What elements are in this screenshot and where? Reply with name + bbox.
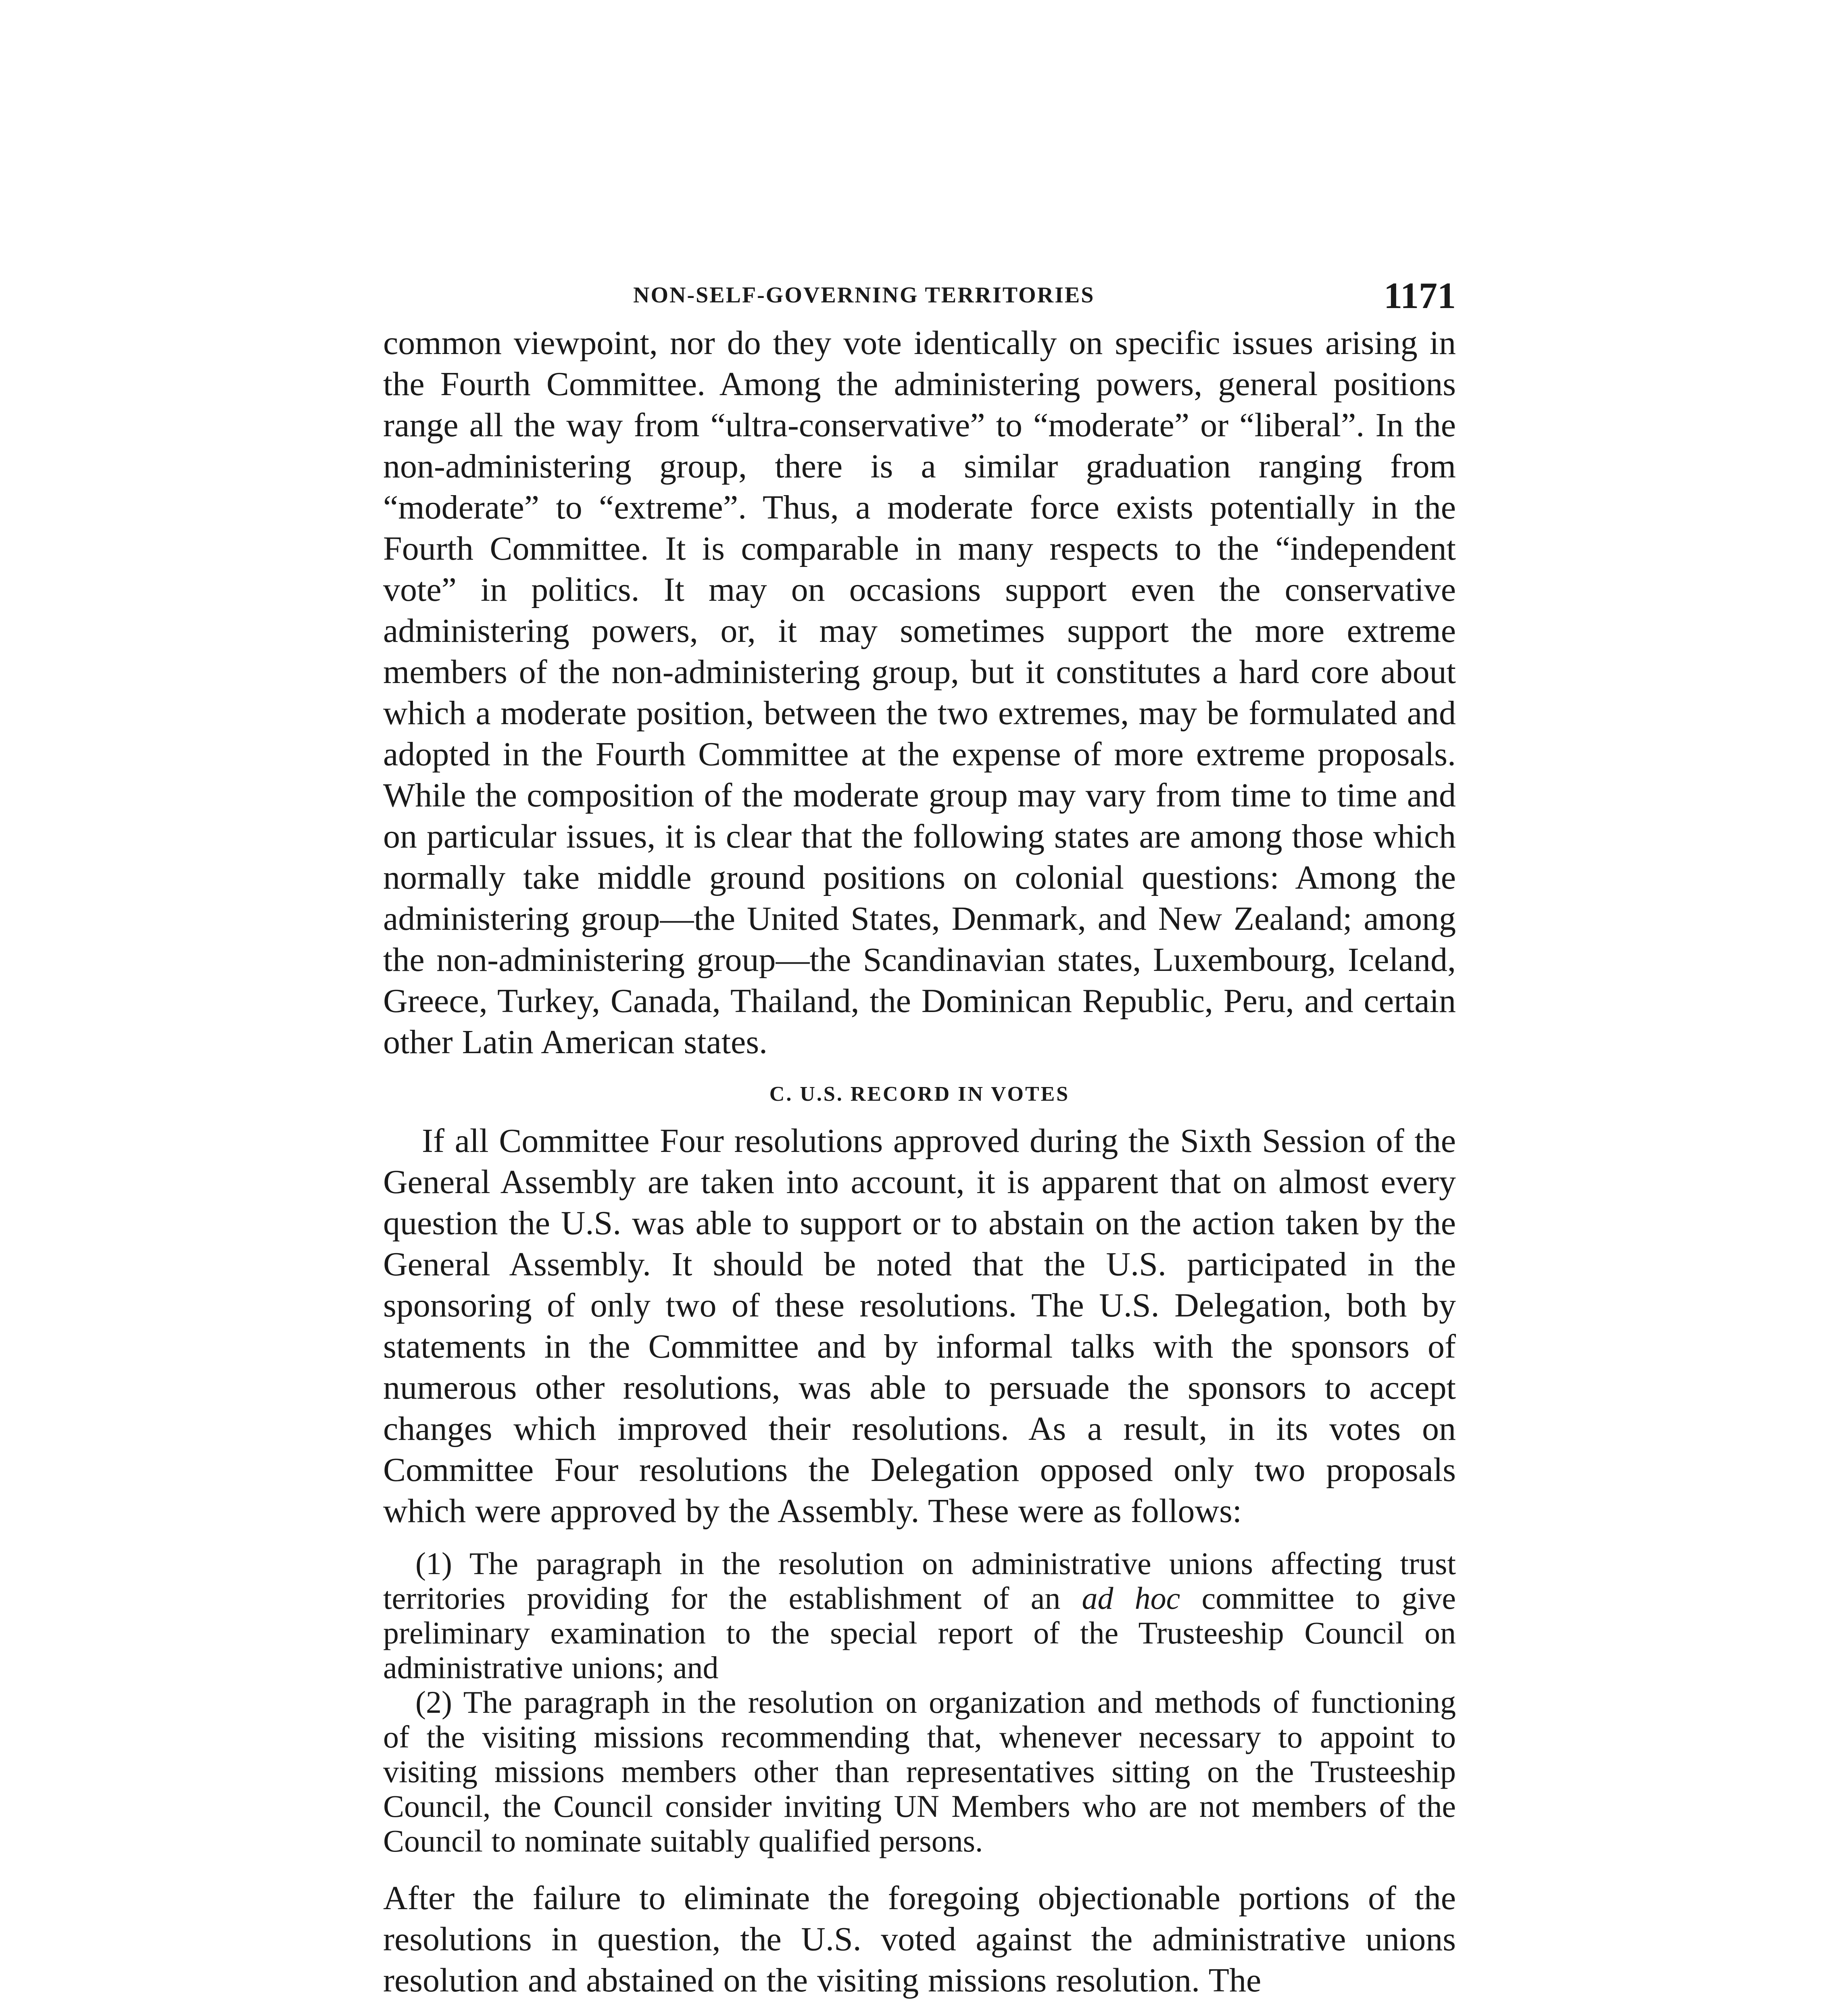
- body-paragraph-1: common viewpoint, nor do they vote identically on specific issues arising in the Fourth Committee. Among the administering powers, general positions range all the way from “ultra-conservative” to “moderate” or “liberal”. In the non-administering group, there is a similar graduation ranging from “moderate” to “extreme”. Thus, a moderate force exists potentially in the Fourth Committee. It is comparable in many respects to the “independent vote” in politics. It may on occasions support even the conservative administering powers, or, it may sometimes support the more extreme members of the non-administering group, but it constitutes a hard core about which a moderate position, between the two extremes, may be formulated and adopted in the Fourth Committee at the expense of more extreme proposals. While the composition of the moderate group may vary from time to time and on particular issues, it is clear that the following states are among those which normally take middle ground positions on colonial questions: Among the administering group—the United States, Denmark, and New Zealand; among the non-administering group—the Scandinavian states, Luxembourg, Iceland, Greece, Turkey, Canada, Thailand, the Dominican Republic, Peru, and certain other Latin American states.: [383, 324, 1456, 1061]
- running-head: NON-SELF-GOVERNING TERRITORIES: [633, 283, 1095, 308]
- quoted-item-1: [383, 1546, 1456, 1685]
- body-paragraph-3: After the failure to eliminate the foregoing objectionable portions of the resolutions in question, the U.S. voted against the administrative unions resolution and abstained on the visiting missions resolution. The: [383, 1879, 1456, 1999]
- section-heading: C. U.S. RECORD IN VOTES: [769, 1083, 1070, 1106]
- quoted-item-1-text-b: committee to give preliminary examination to the special report of the Trusteeship Council on administrative unions; and: [383, 1581, 1456, 1685]
- page-header: [383, 274, 1456, 323]
- body-paragraph-2: If all Committee Four resolutions approved during the Sixth Session of the General Assembly are taken into account, it is apparent that on almost every question the U.S. was able to support or to abstain on the action taken by the General Assembly. It should be noted that the U.S. participated in the sponsoring of only two of these resolutions. The U.S. Delegation, both by statements in the Committee and by informal talks with the sponsors of numerous other resolutions, was able to persuade the sponsors to accept changes which improved their resolutions. As a result, in its votes on Committee Four resolutions the Delegation opposed only two proposals which were approved by the Assembly. These were as follows:: [383, 1122, 1456, 1530]
- quoted-item-1-italic: ad hoc: [1082, 1581, 1180, 1616]
- quoted-items: [383, 1546, 1456, 1858]
- quoted-item-1-text-a: (1) The paragraph in the resolution on administrative unions affecting trust territories providing for the establishment of an: [383, 1546, 1456, 1616]
- quoted-item-2: (2) The paragraph in the resolution on organization and methods of functioning of the visiting missions recommending that, whenever necessary to appoint to visiting missions members other than representatives sitting on the Trusteeship Council, the Council consider inviting UN Members who are not members of the Council to nominate suitably qualified persons.: [383, 1685, 1456, 1858]
- document-page: [383, 274, 1456, 2001]
- page-number: 1171: [1384, 275, 1456, 316]
